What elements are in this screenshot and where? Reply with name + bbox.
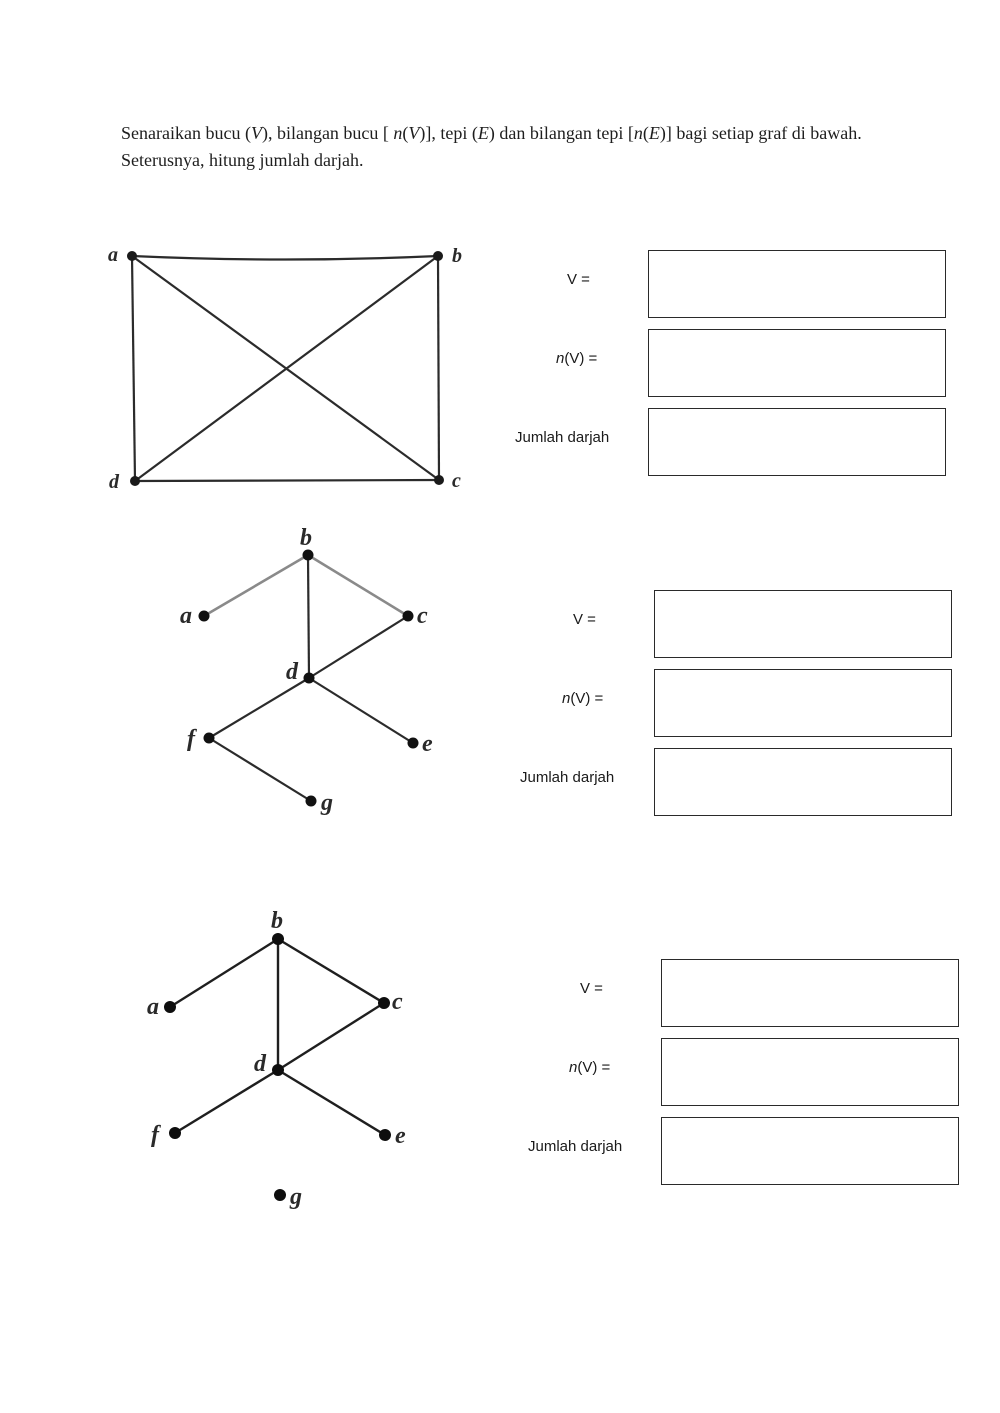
sum-degree-label: Jumlah darjah	[520, 769, 615, 786]
instruction-var: V	[408, 123, 420, 143]
nv-var: (V)	[564, 350, 585, 367]
instruction-var: E	[477, 123, 489, 143]
instruction-var: E	[648, 123, 660, 143]
answer-box-nv[interactable]	[661, 1038, 959, 1106]
vertex-label-b: b	[300, 525, 312, 551]
answer-box-sum-degree[interactable]	[661, 1117, 959, 1185]
nv-eq: =	[590, 690, 604, 707]
vertex-d	[272, 1064, 284, 1076]
instruction-text: ), bilangan bucu [	[261, 123, 394, 143]
graph-3-drawing	[137, 892, 453, 1234]
graph-1	[100, 235, 480, 510]
v-label: V =	[567, 271, 590, 288]
vertex-label-c: c	[452, 470, 461, 492]
vertex-label-d: d	[254, 1051, 266, 1077]
edge-bc	[308, 555, 408, 616]
instruction-text: (	[402, 123, 409, 143]
edge-ab	[204, 555, 308, 616]
edge-ab	[170, 939, 278, 1007]
vertex-label-g: g	[321, 790, 333, 816]
vertex-label-a: a	[180, 603, 192, 629]
vertex-label-e: e	[395, 1123, 406, 1149]
edge-df	[175, 1070, 278, 1133]
vertex-e	[379, 1129, 391, 1141]
nv-var: (V)	[570, 690, 591, 707]
nv-label	[562, 690, 603, 707]
graph-1-drawing	[100, 235, 480, 510]
vertex-label-d: d	[286, 659, 298, 685]
vertex-a	[199, 611, 210, 622]
vertex-label-f: f	[187, 726, 195, 752]
vertex-label-f: f	[151, 1122, 159, 1148]
vertex-a	[127, 251, 137, 261]
vertex-d	[304, 673, 315, 684]
nv-n: n	[569, 1059, 578, 1076]
instruction-text: )], tepi (	[419, 123, 478, 143]
instructions	[121, 120, 901, 174]
graph-2-drawing	[165, 520, 500, 830]
v-label: V =	[573, 611, 596, 628]
answer-box-sum-degree[interactable]	[654, 748, 952, 816]
nv-eq: =	[597, 1059, 611, 1076]
edge-fg	[209, 738, 311, 801]
edge-cd	[309, 616, 408, 678]
answer-box-nv[interactable]	[654, 669, 952, 737]
graph-3	[137, 892, 453, 1234]
instruction-var: V	[250, 123, 262, 143]
edge-bc	[438, 256, 439, 480]
vertex-e	[408, 738, 419, 749]
nv-label	[569, 1059, 610, 1076]
graph-2	[165, 520, 500, 830]
edge-dc	[135, 480, 439, 481]
vertex-b	[303, 550, 314, 561]
vertex-label-a: a	[108, 244, 118, 266]
vertex-label-c: c	[417, 603, 428, 629]
vertex-a	[164, 1001, 176, 1013]
nv-label	[556, 350, 597, 367]
edge-cd	[278, 1003, 384, 1070]
nv-n: n	[562, 690, 571, 707]
vertex-label-b: b	[452, 245, 462, 267]
instruction-var: n	[393, 123, 403, 143]
v-label: V =	[580, 980, 603, 997]
instruction-text: ) dan bilangan tepi [	[488, 123, 634, 143]
vertex-label-c: c	[392, 989, 403, 1015]
edge-ab	[132, 256, 438, 260]
vertex-label-e: e	[422, 731, 433, 757]
edge-de	[278, 1070, 385, 1135]
vertex-d	[130, 476, 140, 486]
answer-box-v[interactable]	[648, 250, 946, 318]
answer-box-sum-degree[interactable]	[648, 408, 946, 476]
nv-eq: =	[584, 350, 598, 367]
answer-box-v[interactable]	[661, 959, 959, 1027]
sum-degree-label: Jumlah darjah	[515, 429, 610, 446]
sum-degree-label: Jumlah darjah	[528, 1138, 623, 1155]
nv-var: (V)	[577, 1059, 598, 1076]
vertex-f	[169, 1127, 181, 1139]
edge-ad	[132, 256, 135, 481]
vertex-label-a: a	[147, 994, 159, 1020]
vertex-label-d: d	[109, 471, 119, 493]
vertex-f	[204, 733, 215, 744]
vertex-b	[433, 251, 443, 261]
edge-df	[209, 678, 309, 738]
instruction-text: )] bagi setiap graf di bawah. Seterusnya, hitung jumlah darjah.	[121, 123, 862, 170]
vertex-g	[306, 796, 317, 807]
vertex-c	[434, 475, 444, 485]
vertex-g	[274, 1189, 286, 1201]
vertex-c	[403, 611, 414, 622]
instruction-text: (	[642, 123, 649, 143]
edge-de	[309, 678, 413, 743]
edge-bd	[308, 555, 309, 678]
instruction-var: n	[633, 123, 643, 143]
vertex-c	[378, 997, 390, 1009]
nv-n: n	[556, 350, 565, 367]
vertex-label-g: g	[290, 1184, 302, 1210]
instruction-text: Senaraikan bucu (	[121, 123, 251, 143]
answer-box-v[interactable]	[654, 590, 952, 658]
answer-box-nv[interactable]	[648, 329, 946, 397]
edge-bc	[278, 939, 384, 1003]
vertex-label-b: b	[271, 908, 283, 934]
vertex-b	[272, 933, 284, 945]
